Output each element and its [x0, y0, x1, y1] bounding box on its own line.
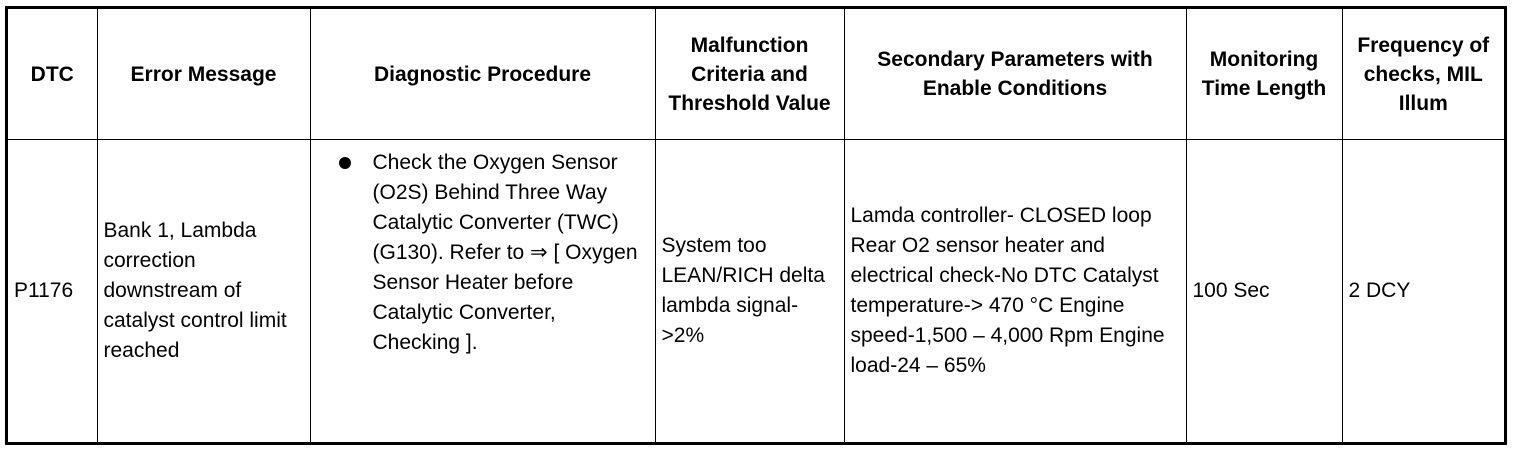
header-diagnostic-procedure: Diagnostic Procedure	[310, 9, 655, 140]
dtc-table-frame	[5, 6, 1507, 445]
procedure-step-text: Check the Oxygen Sensor (O2S) Behind Three Way Catalytic Converter (TWC) (G130). Refer to ⇒ [ Oxygen Sensor Heater before Catalytic Converter, Checking ].	[372, 151, 638, 354]
dtc-table	[8, 9, 1504, 442]
cell-secondary-parameters: Lamda controller- CLOSED loop Rear O2 sensor heater and electrical check-No DTC Catalyst temperature-> 470 °C Engine speed-1,500 – 4,000 Rpm Engine load-24 – 65%	[844, 140, 1186, 443]
procedure-list	[317, 148, 649, 358]
procedure-step	[339, 148, 649, 358]
bullet-icon	[339, 157, 351, 169]
table-header-row	[8, 9, 1504, 140]
header-secondary-parameters: Secondary Parameters with Enable Conditions	[844, 9, 1186, 140]
cell-diagnostic-procedure	[310, 140, 655, 443]
cell-malfunction-criteria: System too LEAN/RICH delta lambda signal->2%	[655, 140, 844, 443]
header-malfunction-criteria: Malfunction Criteria and Threshold Value	[655, 9, 844, 140]
header-error-message: Error Message	[97, 9, 310, 140]
cell-frequency: 2 DCY	[1342, 140, 1504, 443]
table-row	[8, 140, 1504, 443]
header-dtc: DTC	[8, 9, 97, 140]
header-monitoring-time: Monitoring Time Length	[1186, 9, 1342, 140]
cell-error-message: Bank 1, Lambda correction downstream of catalyst control limit reached	[97, 140, 310, 443]
header-frequency: Frequency of checks, MIL Illum	[1342, 9, 1504, 140]
cell-dtc: P1176	[8, 140, 97, 443]
cell-monitoring-time: 100 Sec	[1186, 140, 1342, 443]
